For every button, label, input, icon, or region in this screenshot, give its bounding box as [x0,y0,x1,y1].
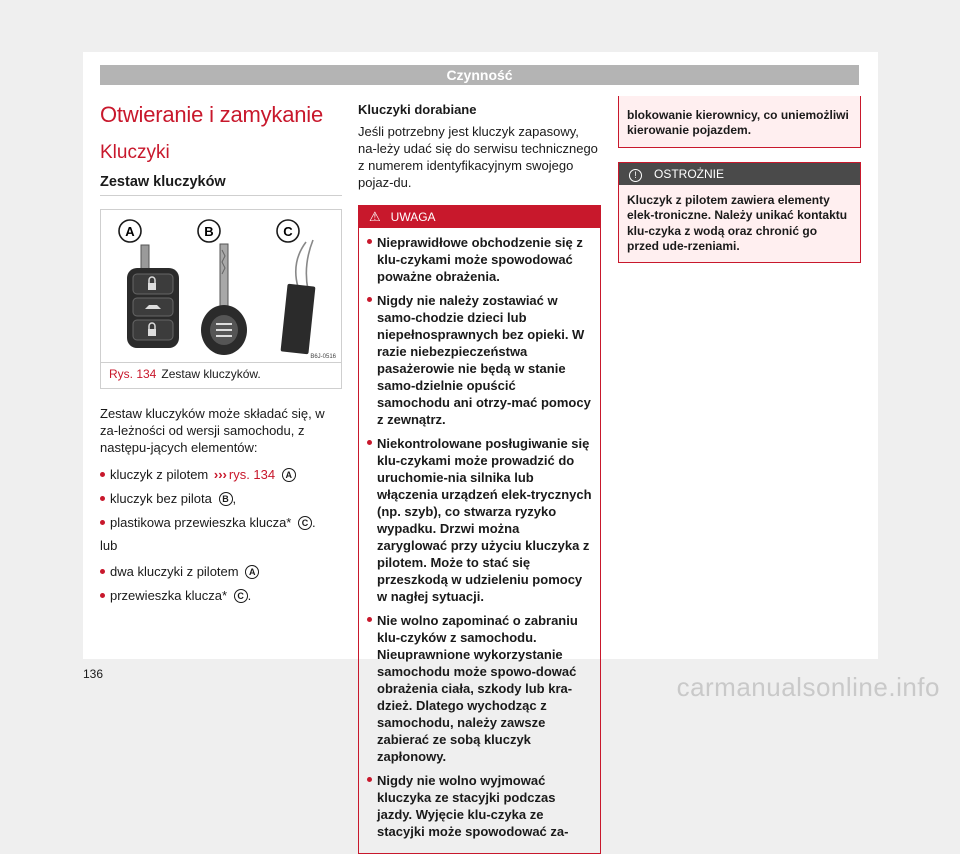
key-list-2 [100,563,342,604]
caution-header: ! OSTROŻNIE [619,163,860,185]
tag-c-icon: C [234,589,248,603]
warning-triangle-icon: ⚠ [369,209,381,224]
list-item: kluczyk z pilotem ››› rys. 134 A [100,466,342,483]
lub-text: lub [100,538,118,553]
figure-caption-text: Zestaw kluczyków. [161,367,261,381]
key-list-1 [100,466,342,531]
page-number: 136 [83,667,104,681]
tag-a-icon: A [245,565,259,579]
list-item: dwa kluczyki z pilotem A [100,563,342,580]
list-item: kluczyk bez pilota B , [100,490,342,507]
list-item: Nigdy nie należy zostawiać w samo-chodzie dzieci lub niepełnosprawnych bez opieki. W razie niebezpieczeństwa pasażerowie nie będą w stanie samo-dzielnie opuścić samochodu ani otrzy-mać pomocy z zewnątrz. [367,292,592,428]
list-item: Nie wolno zapominać o zabraniu klu-czyków z samochodu. Nieuprawnione wykorzystanie samochodu może spowo-dować obrażenia ciała, szkody lub kra-dzież. Dlatego wychodząc z samochodu, należy zawsze zabierać ze sobą kluczyk zapłonowy. [367,612,592,765]
column-middle [358,102,601,854]
spare-keys-heading: Kluczyki dorabiane [358,102,477,117]
figure-link[interactable]: rys. 134 [228,467,276,482]
caution-body: Kluczyk z pilotem zawiera elementy elek-troniczne. Należy unikać kontaktu klu-czyka z wodą oraz chronić go przed ude-rzeniami. [619,185,860,263]
watermark: carmanualsonline.info [676,672,940,702]
list-item: plastikowa przewieszka klucza* C . [100,514,342,531]
tag-c-icon: C [298,516,312,530]
spare-keys-text: Jeśli potrzebny jest kluczyk zapasowy, na-leży udać się do serwisu technicznego z numerem identyfikacyjnym swojego pojaz-du. [358,124,598,190]
page-subtitle: Kluczyki [100,142,170,163]
column-left [83,102,342,681]
section-heading: Zestaw kluczyków [100,174,342,196]
svg-text:A: A [125,224,135,239]
warning-list [367,234,592,840]
list-item: Niekontrolowane posługiwanie się klu-czykami może prowadzić do uruchomie-nia silnika lub włączenia urządzeń elek-trycznych (np. szyb), co stwarza ryzyko wypadku. Drzwi można zaryglować przy użyciu kluczyka z pilotem. Może to stać się przeszkodą w udzieleniu pomocy w nagłej sytuacji. [367,435,592,605]
warning-box [358,205,601,854]
list-item: przewieszka klucza* C . [100,587,342,604]
svg-text:B: B [204,224,214,239]
warning-continuation: blokowanie kierownicy, co uniemożliwi kierowanie pojazdem. [618,96,861,148]
caution-info-icon: ! [629,169,642,182]
column-right [618,96,861,263]
key-set-figure [100,209,342,389]
figure-label-b [198,220,220,242]
figure-label-a [119,220,141,242]
figure-label-c [277,220,299,242]
figure-code: B6J-0516 [310,354,336,360]
tag-a-icon: A [282,468,296,482]
chapter-header: Czynność [100,65,859,85]
warning-header: ⚠ UWAGA [359,206,600,228]
caution-box [618,162,861,264]
page-title: Otwieranie i zamykanie [100,102,324,127]
warning-body [359,228,600,853]
figure-ref: Rys. 134 [109,367,157,381]
svg-text:C: C [283,224,293,239]
intro-paragraph: Zestaw kluczyków może składać się, w za-leżności od wersji samochodu, z następu-jących elementów: [100,406,325,455]
list-item: Nigdy nie wolno wyjmować kluczyka ze stacyjki podczas jazdy. Wyjęcie klu-czyka ze stacyjki może spowodować za- [367,772,592,840]
arrows-icon: ››› [213,467,227,482]
list-item: Nieprawidłowe obchodzenie się z klu-czykami może spowodować poważne obrażenia. [367,234,592,285]
key-set-illustration [101,210,341,362]
tag-b-icon: B [219,492,233,506]
figure-caption [101,362,341,388]
